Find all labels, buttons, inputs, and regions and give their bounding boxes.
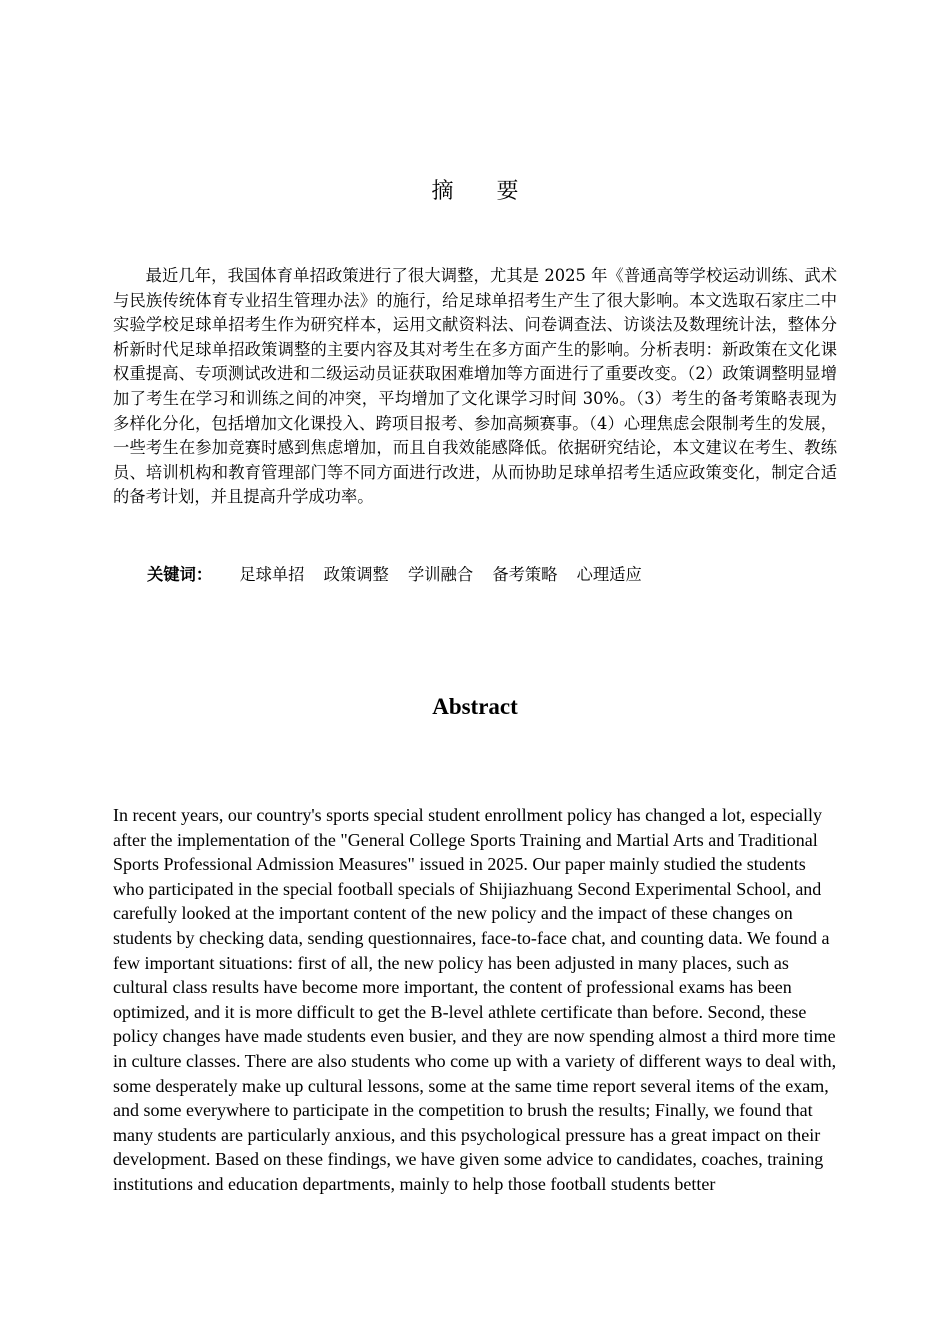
chinese-keywords [147, 563, 847, 587]
keyword-item: 学训融合 [407, 565, 474, 584]
keyword-item: 足球单招 [239, 565, 305, 584]
chinese-abstract-title: 摘 要 [431, 179, 537, 204]
english-abstract-body: In recent years, our country's sports special student enrollment policy has changed a lot, especially after the implementation of the "General College Sports Training and Martial Arts and Traditional Sports Professional Admission Measures" issued in 2025. Our paper mainly studied the students who participated in the special football specials of Shijiazhuang Second Experimental School, and carefully looked at the important content of the new policy and the impact of these changes on students by checking data, sending questionnaires, face-to-face chat, and counting data. We found a few important situations: first of all, the new policy has been adjusted in many places, such as cultural class results have become more important, the content of professional exams has been optimized, and it is more difficult to get the B-level athlete certificate than before. Second, these policy changes have made students even busier, and they are now spending almost a third more time in culture classes. There are also students who come up with a variety of different ways to deal with, some desperately make up cultural lessons, some at the same time report several items of the exam, and some everywhere to participate in the competition to brush the results; Finally, we found that many students are particularly anxious, and this psychological pressure has a great impact on their development. Based on these findings, we have given some advice to candidates, coaches, training institutions and education departments, mainly to help those football students better [113, 805, 837, 1194]
keyword-item: 政策调整 [323, 565, 389, 584]
keywords-label: 关键词： [147, 565, 213, 584]
chinese-abstract-body: 最近几年，我国体育单招政策进行了很大调整，尤其是 2025 年《普通高等学校运动训练、武术与民族传统体育专业招生管理办法》的施行，给足球单招考生产生了很大影响。本文选取石家庄二中实验学校足球单招考生作为研究样本，运用文献资料法、问卷调查法、访谈法及数理统计法，整体分析新时代足球单招政策调整的主要内容及其对考生在多方面产生的影响。分析表明：新政策在文化课权重提高、专项测试改进和二级运动员证获取困难增加等方面进行了重要改变。（2）政策调整明显增加了考生在学习和训练之间的冲突，平均增加了文化课学习时间 30%。（3）考生的备考策略表现为多样化分化，包括增加文化课投入、跨项目报考、参加高频赛事。（4）心理焦虑会限制考生的发展，一些考生在参加竞赛时感到焦虑增加，而且自我效能感降低。依据研究结论，本文建议在考生、教练员、培训机构和教育管理部门等不同方面进行改进，从而协助足球单招考生适应政策变化，制定合适的备考计划，并且提高升学成功率。 [113, 266, 837, 507]
keyword-item: 心理适应 [576, 565, 642, 584]
keyword-item: 备考策略 [492, 565, 558, 584]
english-abstract-title: Abstract [432, 694, 518, 719]
